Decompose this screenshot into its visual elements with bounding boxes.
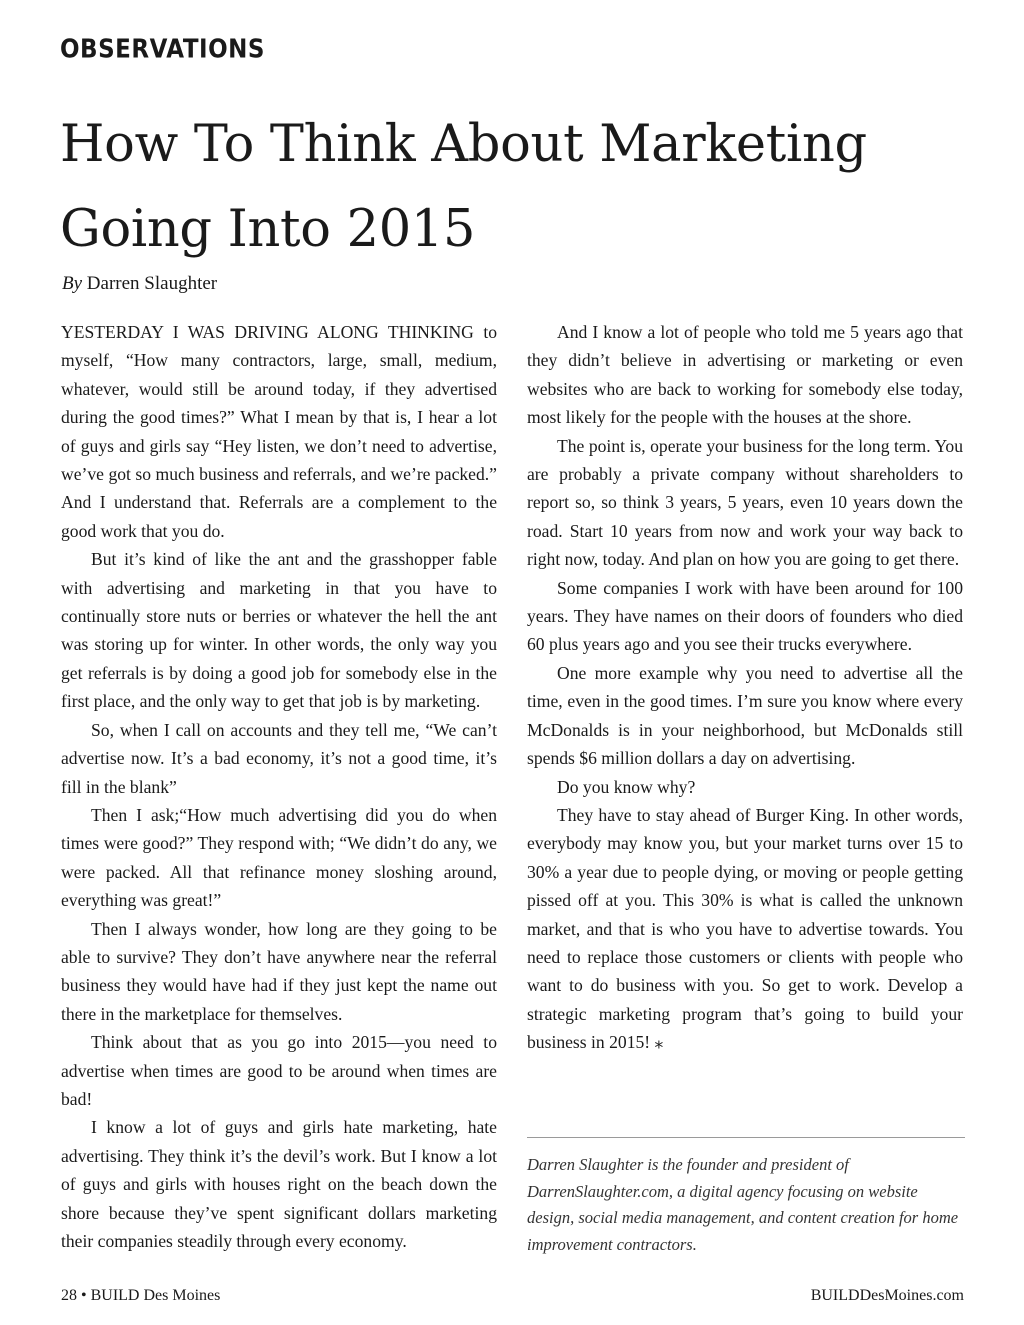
headline-line-1: How To Think About Marketing — [60, 115, 867, 174]
article-headline — [60, 102, 990, 272]
paragraph: But it’s kind of like the ant and the grasshopper fable with advertising and marketing in that you have to continually store nuts or berries or whatever the hell the ant was storing up for winter. In other words, the only way you get referrals is by doing a good job for somebody else in the first place, and the only way to get that job is by marketing. — [61, 549, 497, 712]
byline — [62, 272, 217, 296]
paragraph: They have to stay ahead of Burger King. In other words, everybody may know you, but your market turns over 15 to 30% a year due to people dying, or moving or people getting pissed off at you. This 30% is what is called the unknown market, and that is who you have to advertise towards. You need to replace those customers or clients with people who want to do business with you. So get to work. Develop a strategic marketing program that’s going to build your business in 2015! ⁎ — [527, 804, 963, 1053]
headline-line-2: Going Into 2015 — [60, 200, 476, 259]
paragraph: And I know a lot of people who told me 5 years ago that they didn’t believe in advertising or marketing or even websites who are back to working for somebody else today, most likely for the people with the houses at the shore. — [527, 322, 963, 428]
paragraph: Then I always wonder, how long are they going to be able to survive? They don’t have anywhere near the referral business they would have had if they just kept the name out there in the marketplace for themselves. — [61, 918, 497, 1024]
byline-prefix: By — [62, 273, 83, 294]
page-footer-left: 28 • BUILD Des Moines — [61, 1287, 221, 1304]
bio-divider — [527, 1137, 965, 1138]
byline-author: Darren Slaughter — [86, 273, 218, 294]
paragraph: Some companies I work with have been around for 100 years. They have names on their doors of founders who died 60 plus years ago and you see their trucks everywhere. — [527, 577, 963, 655]
article-column-right — [527, 318, 963, 1057]
section-label: OBSERVATIONS — [60, 35, 265, 65]
paragraph: YESTERDAY I WAS DRIVING ALONG THINKING to myself, “How many contractors, large, small, medium, whatever, would still be around today, if they advertised during the good times?” What I mean by that is, I hear a lot of guys and girls say “Hey listen, we don’t need to advertise, we’ve got so much business and referrals, and we’re packed.” And I understand that. Referrals are a complement to the good work that you do. — [61, 322, 497, 541]
page-footer-right: BUILDDesMoines.com — [810, 1287, 964, 1304]
paragraph: One more example why you need to advertise all the time, even in the good times. I’m sure you know where every McDonalds is in your neighborhood, but McDonalds still spends $6 million dollars a day on advertising. — [527, 662, 963, 769]
article-column-left — [61, 318, 497, 1255]
author-bio: Darren Slaughter is the founder and president of DarrenSlaughter.com, a digital agency focusing on website design, social media management, and content creation for home improvement contractors. — [527, 1155, 959, 1254]
paragraph: Then I ask;“How much advertising did you do when times were good?” They respond with; “We didn’t do any, we were packed. All that refinance money sloshing around, everything was great!” — [61, 804, 497, 911]
paragraph: I know a lot of guys and girls hate marketing, hate advertising. They think it’s the devil’s work. But I know a lot of guys and girls with houses right on the beach down the shore because they’ve spent significant dollars marketing their companies steadily through every economy. — [61, 1117, 497, 1251]
paragraph: The point is, operate your business for the long term. You are probably a private company without shareholders to report so, so think 3 years, 5 years, even 10 years down the road. Start 10 years from now and work your way back to right now, today. And plan on how you are going to get there. — [527, 435, 963, 570]
paragraph: Do you know why? — [557, 776, 696, 797]
paragraph: Think about that as you go into 2015—you need to advertise when times are good to be around when times are bad! — [61, 1032, 497, 1109]
paragraph: So, when I call on accounts and they tell me, “We can’t advertise now. It’s a bad economy, it’s not a good time, it’s fill in the blank” — [61, 719, 497, 797]
